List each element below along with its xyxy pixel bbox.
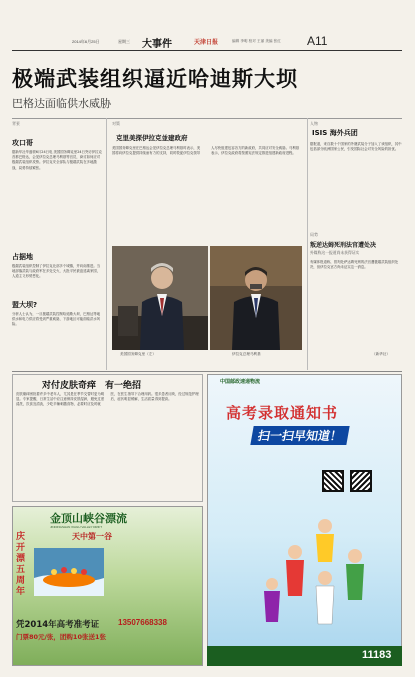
col3-tag1: 人物 [310, 121, 318, 126]
rafting-vertical: 庆开漂五周年 [16, 532, 26, 597]
qr-code-1 [322, 470, 344, 492]
gaokao-banner: 扫一扫早知道！ [250, 426, 349, 445]
col1-sec3-title: 盟大坝? [12, 301, 38, 309]
col-divider-1 [106, 118, 107, 370]
col2-text: 美国国务卿克里在巴格达会见伊拉克总理马利基时表示，美国将向伊拉克提供持续而有力的支持，同时敦促伊拉克领导人尽快组建包容各方的新政府，共同应对安全威胁。马利基表示，伊拉克政府将按照宪法规定推进组建新政府进程。 [112, 146, 300, 156]
students-jumping-illustration [250, 500, 400, 636]
rafting-slogan: 天中第一谷 [72, 532, 112, 541]
caption-kerry: 美国国务卿克里（左） [120, 352, 156, 356]
rafting-promo: 凭2014年高考准考证 [16, 620, 100, 630]
col3-sub2: 外媒称这一报道尚未获得证实 [310, 250, 360, 255]
col1-sec1-text: 据新华社华盛顿6月24日电 美国国务卿克里24日突访伊拉克首都巴格达，会见伊拉克总理马利基等官员，商讨如何应对极端武装组织攻势。伊拉克安全部队与极端武装在多地激战，局势持续紧张。 [12, 150, 102, 170]
sub-headline: 巴格达面临供水威胁 [12, 97, 111, 110]
header-rule [12, 50, 402, 51]
caption-maliki: 伊拉克总理马利基 [232, 352, 261, 356]
top-rule [12, 118, 402, 119]
brand-logo: 天津日报 [194, 39, 219, 46]
col1-sec2-title: 占据地 [12, 253, 33, 261]
photo-kerry [112, 246, 208, 350]
maliki-figure-illustration [210, 246, 302, 350]
rafting-title: 金顶山峡谷漂流 [50, 512, 127, 525]
rafting-photo [34, 548, 104, 596]
students-illustration [250, 500, 400, 636]
gaokao-hotline: 11183 [362, 649, 392, 661]
qr-code-2 [350, 470, 372, 492]
photo-maliki [210, 246, 302, 350]
col2-title: 克里美探伊拉克並建政府 [116, 134, 188, 142]
kerry-figure-illustration [112, 246, 208, 350]
col1-sec1-title: 攻口哥 [12, 139, 33, 147]
col3-title1: ISIS 海外兵团 [312, 129, 358, 137]
header-editors: 编辑 李明 校对 王丽 美编 张红 [232, 39, 281, 43]
main-headline: 极端武装组织逼近哈迪斯大坝 [12, 67, 298, 91]
article-title: 对付皮肤奇痒 有一绝招 [42, 381, 142, 391]
rafting-phone: 13507668338 [118, 618, 167, 627]
col1-tag: 背景 [12, 121, 20, 126]
rafting-pinyin: JINDINGSHAN XIAGU VALLEY DRIFT [50, 525, 103, 529]
col1-sec3-text: 分析人士认为，一旦极端武装控制哈迪斯大坝，巴格达等地供水和电力供应将受到严重威胁，下游地区可能面临洪水风险。 [12, 312, 101, 327]
page-number: A11 [307, 34, 328, 48]
col1-sec2-text: 极端武装组织控制了伊拉克北部多个城镇，并向南推进。当地部落武装与政府军在多处交火，大批平民被迫逃离家园，人道主义形势恶化。 [12, 264, 101, 279]
header-weekday: 星期三 [118, 39, 130, 44]
lower-rule [12, 371, 402, 372]
rafting-promo2: 门票80元/张，团购10张送1张 [16, 633, 106, 641]
col3-title2: 叛逆达姆死刑法官遭处决 [310, 242, 377, 249]
raft-boat-illustration [34, 548, 104, 596]
col-divider-2 [307, 118, 308, 370]
section-title: 大事件 [142, 39, 172, 50]
col3-text1: 据报道，来自数十个国家的外籍武装分子加入了该组织，其中包括部分欧洲国家公民，引发国际社会对安全风险的担忧。 [310, 142, 402, 152]
col3-text2: 有媒体报道称，曾判处萨达姆死刑的法官遭极端武装组织处决，但伊拉克官方尚未证实这一消息。 [310, 260, 399, 270]
gaokao-title: 高考录取通知书 [226, 404, 339, 422]
col2-tag: 对策 [112, 121, 120, 126]
article-text: 皮肤瘙痒困扰着许多中老年人，尤其是在季节交替时更为明显。专家提醒，日常生活中应注意保持皮肤湿润，避免过度清洗，饮食宜清淡，少吃辛辣刺激食物，必要时应及时就医，在医生指导下合理用药。很多患者反映，经过规范护理后，症状明显缓解，生活质量得到提高。 [16, 392, 199, 407]
col3-tag2: 局势 [310, 232, 318, 237]
col3-source: （新华社） [372, 352, 390, 356]
header-date: 2014年6月25日 [72, 39, 100, 44]
postal-brand: 中国邮政速递物流 [220, 379, 261, 385]
